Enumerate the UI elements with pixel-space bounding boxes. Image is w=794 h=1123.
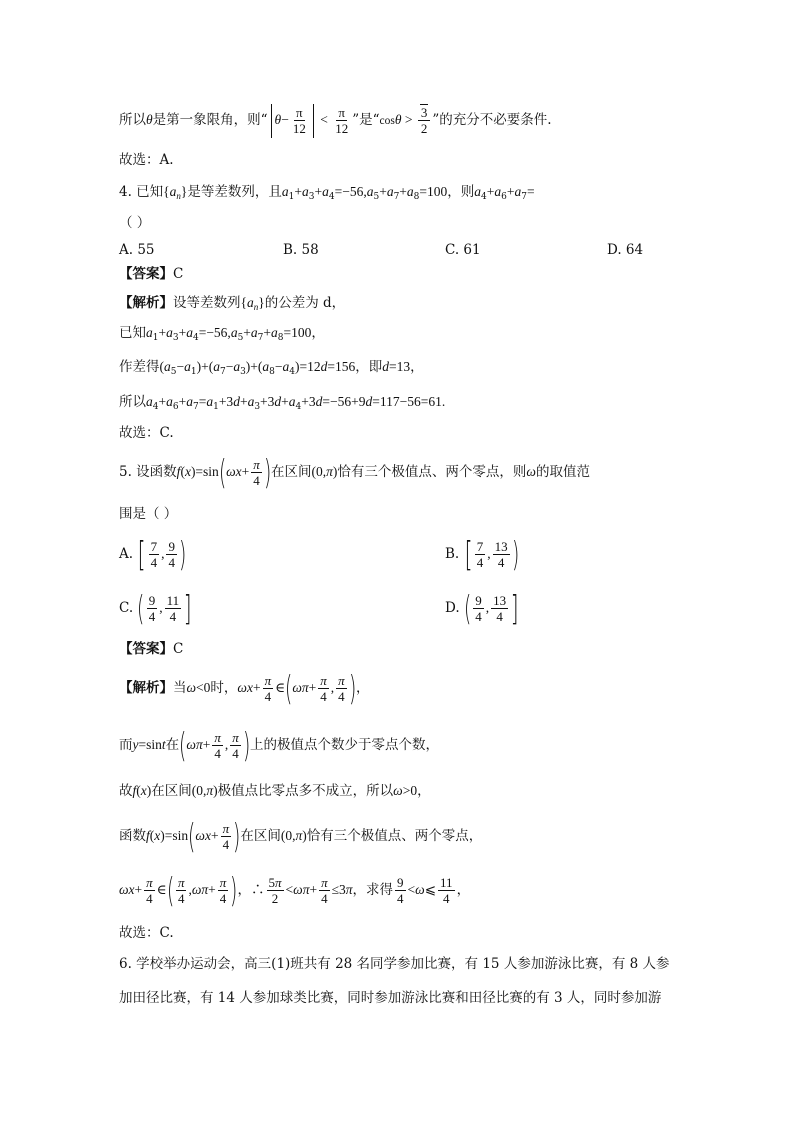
q4-stem: 4. 已知$\{a_n\}$是等差数列，且$a_1+a_3+a_4=-56,a_5+a_7+a_8=100$，则$a_4+a_6+a_7=$ (119, 184, 535, 202)
q4-answer (119, 264, 183, 284)
text: 已知 (119, 325, 146, 341)
text: 是等差数列，且 (187, 184, 282, 200)
q4-analysis-4: 所以$a_4+a_6+a_7=a_1+3d+a_3+3d+a_4+3d=-56+9d=117-56=61$. (119, 394, 446, 412)
text: 函数 (119, 828, 146, 844)
option-label: D. (445, 600, 460, 616)
text: 所以 (119, 112, 146, 128)
answer-label: 【答案】 (119, 641, 173, 657)
text: 当 (173, 680, 187, 696)
analysis-label: 【解析】 (119, 295, 173, 311)
q5-analysis-2: 而y=sint在(ωπ+ $\frac{\pi}{4}$ , $\frac{\pi}{4}$ )上的极值点个数少于零点个数， (119, 725, 439, 766)
text: 所以 (119, 394, 146, 410)
q6-stem-line1: 6. 学校举办运动会，高三(1)班共有 28 名同学参加比赛，有 15 人参加游泳比赛，有 8 人参 (119, 956, 670, 972)
q5-option-d: D. ( $\frac{9}{4}$ , $\frac{13}{4}$ ] (445, 588, 519, 629)
text: 上的极值点个数少于零点个数， (250, 737, 439, 753)
text: ，则 (447, 184, 475, 200)
select-line: 故选：C. (119, 925, 174, 941)
q4-option-d: D. 64 (607, 242, 644, 258)
q5-option-b: B. [ $\frac{7}{4}$ , $\frac{13}{4}$ ) (445, 534, 519, 575)
q5-option-a: A. [ $\frac{7}{4}$ , $\frac{9}{4}$ ) (119, 534, 187, 575)
select-line: 故选：A. (119, 152, 174, 168)
text: 极值点比零点多不成立，所以 (217, 783, 394, 799)
text: 4. 已知 (119, 184, 164, 200)
text: 恰有三个极值点、两个零点，则 (337, 464, 527, 480)
text: 的公差为 d， (264, 295, 346, 311)
answer-label: 【答案】 (119, 266, 173, 282)
text: 在 (165, 737, 180, 753)
text: ， (410, 359, 424, 375)
text: 在区间 (271, 464, 312, 480)
text: 时， (210, 680, 238, 696)
option-label: B. (445, 546, 460, 562)
text: 故 (119, 783, 133, 799)
text: 是第一象限角，则“ (152, 112, 268, 128)
text: 恰有三个极值点、两个零点， (306, 828, 483, 844)
option-label: A. (119, 546, 134, 562)
text: 的取值范 (535, 464, 590, 480)
q5-stem-cont: 围是（ ） (119, 506, 178, 522)
answer-value: C (173, 266, 184, 282)
text: 作差得 (119, 359, 160, 375)
text: ”的充分不必要条件. (432, 112, 552, 128)
q4-analysis-2: 已知$a_1+a_3+a_4=-56,a_5+a_7+a_8=100$， (119, 325, 325, 343)
q5-analysis-3: 故f(x)在区间(0,π)极值点比零点多不成立，所以ω>0， (119, 783, 431, 799)
text: ，即 (355, 359, 383, 375)
text: ，∴ (237, 882, 265, 898)
text: 设等差数列 (173, 295, 241, 311)
option-label: C. (119, 600, 134, 616)
select-line: 故选：C. (119, 425, 174, 441)
text: ， (311, 325, 325, 341)
q4-option-a: A. 55 (119, 242, 155, 258)
q5-answer (119, 639, 183, 659)
q4-option-b: B. 58 (283, 242, 319, 258)
q4-blank: （ ） (119, 215, 151, 231)
q5-stem: 5. 设函数f(x)=sin(ωx+ $\frac{\pi}{4}$ )在区间(0,π)恰有三个极值点、两个零点，则ω的取值范 (119, 452, 590, 493)
text: ，求得 (352, 882, 394, 898)
q5-analysis-1: 【解析】当ω<0时，ωx+ $\frac{\pi}{4}$ ∈(ωπ+ $\frac{\pi}{4}$ , $\frac{\pi}{4}$ )， (119, 668, 370, 709)
text: ”是“ (352, 112, 380, 128)
text: 在区间 (240, 828, 281, 844)
q4-option-c: C. 61 (445, 242, 481, 258)
q5-option-c: C. ( $\frac{9}{4}$ , $\frac{11}{4}$ ] (119, 588, 192, 629)
q5-analysis-5: ωx+ $\frac{\pi}{4}$ ∈( $\frac{\pi}{4}$ ,ωπ+ $\frac{\pi}{4}$ )，∴ $\frac{5\pi}{2}$ <ωπ+ $\frac{\pi}{4}$ ≤3π，求得 $\frac{9}{4}$ <ω⩽ $\frac{11}{4}$ ， (119, 870, 471, 911)
analysis-label: 【解析】 (119, 680, 173, 696)
text: 5. 设函数 (119, 464, 177, 480)
q4-analysis-3: 作差得$(a_5-a_1)+(a_7-a_3)+(a_8-a_4)=12d=156$，即d=13， (119, 359, 424, 377)
conclusion-line: 所以θ是第一象限角，则“ θ− $\frac{\pi}{12}$ < $\frac{\pi}{12}$ ”是“cosθ > $\frac{3}{2}$ ”的充分不必要条件. (119, 105, 552, 136)
text: 在区间 (151, 783, 192, 799)
q5-analysis-4: 函数f(x)=sin(ωx+ $\frac{\pi}{4}$ )在区间(0,π)恰有三个极值点、两个零点， (119, 816, 483, 857)
q6-stem-line2: 加田径比赛，有 14 人参加球类比赛，同时参加游泳比赛和田径比赛的有 3 人，同时参加游 (119, 990, 662, 1006)
answer-value: C (173, 641, 184, 657)
text: 而 (119, 737, 133, 753)
q4-analysis-1: 【解析】设等差数列$\{a_n\}$的公差为 d， (119, 295, 346, 312)
